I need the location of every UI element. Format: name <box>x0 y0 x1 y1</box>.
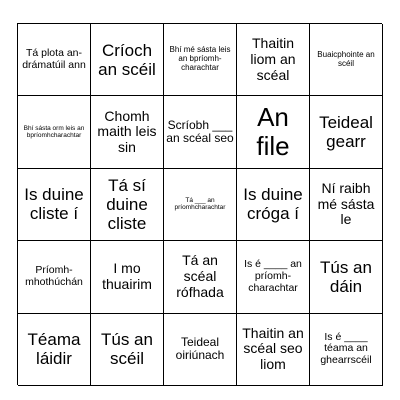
bingo-cell-r3c2[interactable] <box>91 169 164 241</box>
bingo-cell-r5c5[interactable] <box>310 314 383 386</box>
bingo-cell-r2c1[interactable] <box>18 96 91 168</box>
bingo-cell-text: Príomh-mhothúchán <box>25 264 83 288</box>
bingo-card <box>17 23 382 385</box>
bingo-cell-text: Bhí mé sásta leis an bpríomh-charachtar <box>169 45 231 73</box>
bingo-cell-r4c5[interactable] <box>310 241 383 313</box>
bingo-cell-text: Tá sí duine cliste <box>106 175 148 233</box>
bingo-cell-r5c2[interactable] <box>91 314 164 386</box>
bingo-cell-text: Tús an scéil <box>101 330 153 369</box>
bingo-cell-r5c1[interactable] <box>18 314 91 386</box>
bingo-cell-text: Tá plota an-drámatúil ann <box>22 46 86 71</box>
bingo-cell-r3c4[interactable] <box>237 169 310 241</box>
bingo-cell-r4c4[interactable] <box>237 241 310 313</box>
bingo-cell-text: Téama láidir <box>27 330 81 369</box>
bingo-cell-text: Scríobh ___ an scéal seo <box>166 117 234 146</box>
bingo-cell-r5c3[interactable] <box>164 314 237 386</box>
bingo-cell-text: Is duine cróga í <box>243 185 303 224</box>
bingo-cell-text: Is é ____ an príomh-charachtar <box>244 258 302 294</box>
bingo-cell-r3c5[interactable] <box>310 169 383 241</box>
bingo-cell-r3c1[interactable] <box>18 169 91 241</box>
bingo-cell-r1c2[interactable] <box>91 24 164 96</box>
bingo-cell-r1c5[interactable] <box>310 24 383 96</box>
bingo-cell-text: I mo thuairim <box>102 260 152 292</box>
bingo-cell-r2c3[interactable] <box>164 96 237 168</box>
bingo-cell-r4c2[interactable] <box>91 241 164 313</box>
bingo-cell-text: Ní raibh mé sásta le <box>317 179 375 228</box>
bingo-cell-text: Is duine cliste í <box>24 185 84 224</box>
bingo-cell-text: Tús an dáin <box>320 257 372 296</box>
bingo-cell-text: Thaitin liom an scéal <box>250 35 296 83</box>
bingo-cell-text: Bhí sásta orm leis an bpríomhcharachtar <box>23 124 85 140</box>
bingo-cell-r2c5[interactable] <box>310 96 383 168</box>
bingo-cell-text: Tá ___ an príomhcharachtar <box>174 197 226 212</box>
bingo-cell-r2c2[interactable] <box>91 96 164 168</box>
bingo-cell-r1c1[interactable] <box>18 24 91 96</box>
bingo-cell-r3c3[interactable] <box>164 169 237 241</box>
bingo-cell-text: Teideal gearr <box>319 113 373 152</box>
bingo-cell-r4c3[interactable] <box>164 241 237 313</box>
bingo-cell-text: Chomh maith leis sin <box>97 107 157 155</box>
bingo-cell-r1c4[interactable] <box>237 24 310 96</box>
bingo-cell-text: Thaitin an scéal seo liom <box>242 324 304 373</box>
bingo-cell-text: An file <box>256 101 290 162</box>
bingo-cell-text: Buaicphointe an scéil <box>317 49 375 68</box>
bingo-cell-text: Is é ____ téama an ghearrscéil <box>320 330 372 367</box>
bingo-cell-r2c4[interactable] <box>237 96 310 168</box>
bingo-cell-r5c4[interactable] <box>237 314 310 386</box>
bingo-cell-text: Tá an scéal rófhada <box>176 252 224 300</box>
bingo-cell-text: Críoch an scéil <box>98 40 156 79</box>
bingo-cell-r4c1[interactable] <box>18 241 91 313</box>
bingo-cell-text: Teideal oiriúnach <box>175 334 225 363</box>
bingo-cell-r1c3[interactable] <box>164 24 237 96</box>
